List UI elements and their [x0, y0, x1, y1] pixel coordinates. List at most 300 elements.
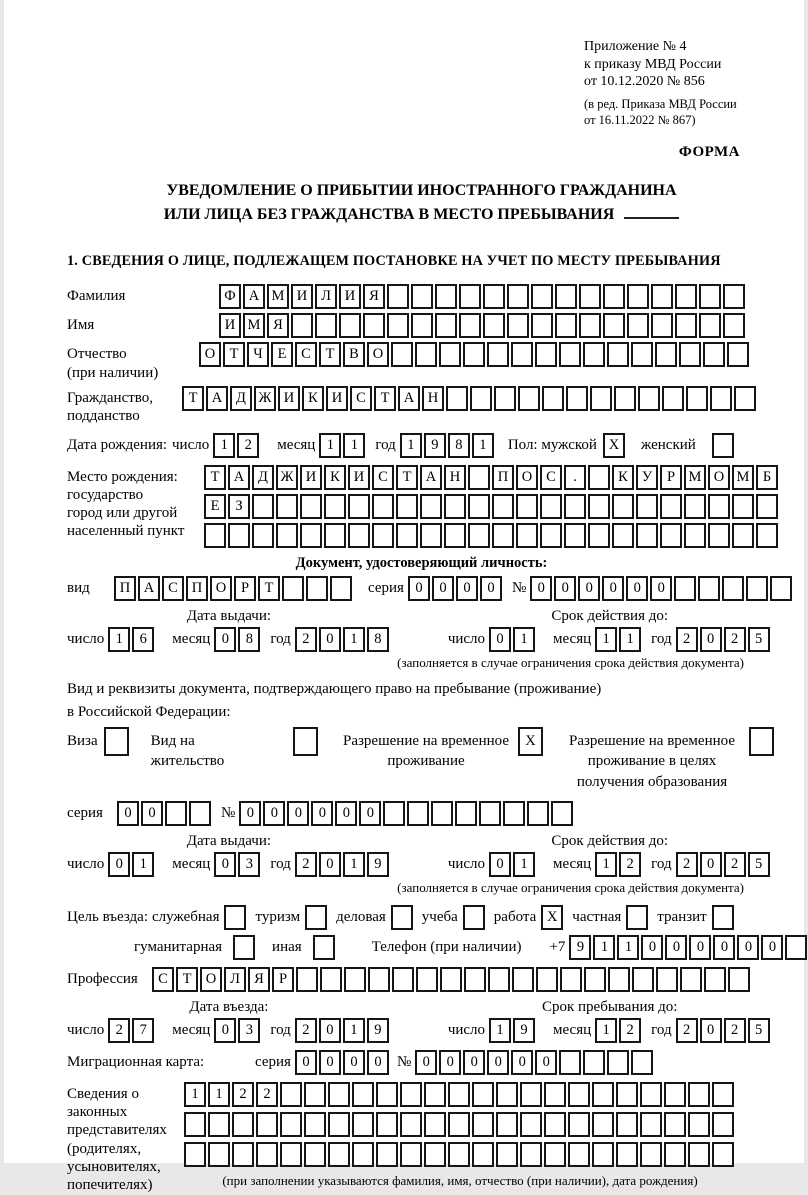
char-cell: [496, 1112, 518, 1137]
char-cell: А: [206, 386, 228, 411]
char-cell: [496, 1082, 518, 1107]
char-cell: 0: [319, 627, 341, 652]
purpose-option-tourism: туризм: [255, 905, 329, 930]
char-cell: 1: [617, 935, 639, 960]
char-cell: 1: [108, 627, 130, 652]
char-cell: 2: [108, 1018, 130, 1043]
char-cell: 3: [238, 1018, 260, 1043]
char-cell: [459, 313, 481, 338]
char-cell: [551, 801, 573, 826]
char-cell: [675, 284, 697, 309]
char-cell: 0: [141, 801, 163, 826]
char-cell: Ч: [247, 342, 269, 367]
char-cell: 1: [513, 852, 535, 877]
char-cell: Д: [230, 386, 252, 411]
char-cell: [339, 313, 361, 338]
char-cell: [306, 576, 328, 601]
char-cell: [376, 1142, 398, 1167]
char-cell: [448, 1142, 470, 1167]
birth-date-month-label: месяц: [277, 436, 316, 453]
appendix-line: от 10.12.2020 № 856: [584, 74, 705, 90]
char-cell: [400, 1082, 422, 1107]
sex-male-checkbox: [603, 433, 627, 458]
entry-month-cells: [214, 1018, 262, 1043]
char-cell: 2: [295, 627, 317, 652]
residence-number-label: №: [221, 804, 236, 821]
char-cell: 0: [761, 935, 783, 960]
char-cell: А: [398, 386, 420, 411]
char-cell: [603, 284, 625, 309]
doc-expiry-month-cells: [595, 627, 643, 652]
residence-expiry-note: (заполняется в случае ограничения срока действия документа): [397, 879, 744, 895]
char-cell: 0: [641, 935, 663, 960]
char-cell: [651, 284, 673, 309]
char-cell: [448, 1112, 470, 1137]
char-cell: [511, 342, 533, 367]
migration-card-label: Миграционная карта:: [67, 1053, 205, 1070]
char-cell: [494, 386, 516, 411]
patronymic-label: Отчество (при наличии): [67, 346, 159, 381]
char-cell: [276, 523, 298, 548]
char-cell: А: [138, 576, 160, 601]
residence-option-temporary-permit: Разрешение на временное проживание X: [340, 727, 545, 772]
char-cell: К: [302, 386, 324, 411]
char-cell: П: [114, 576, 136, 601]
char-cell: [376, 1112, 398, 1137]
forma-label: ФОРМА: [678, 144, 740, 161]
purpose-option-transit: транзит: [657, 905, 735, 930]
char-cell: 0: [432, 576, 454, 601]
char-cell: [632, 967, 654, 992]
char-cell: 1: [595, 1018, 617, 1043]
purpose-option-business: служебная: [152, 905, 249, 930]
char-cell: [535, 342, 557, 367]
purpose-option-work: работа X: [494, 905, 566, 930]
char-cell: [512, 967, 534, 992]
stay-until-header: Срок пребывания до:: [541, 998, 678, 1015]
purpose-option-humanitarian: гуманитарная: [134, 935, 257, 960]
education-permit-checkbox: [749, 727, 776, 756]
char-cell: 0: [295, 1050, 317, 1075]
char-cell: [293, 727, 318, 756]
char-cell: 0: [108, 852, 130, 877]
stay-month-cells: [595, 1018, 643, 1043]
doc-issue-day-cells: [108, 627, 156, 652]
entry-day-cells: [108, 1018, 156, 1043]
char-cell: [579, 284, 601, 309]
doc-number-cells: [530, 576, 794, 601]
char-cell: Д: [252, 465, 274, 490]
char-cell: [728, 967, 750, 992]
char-cell: [165, 801, 187, 826]
char-cell: 0: [487, 1050, 509, 1075]
sex-female-checkbox: [712, 433, 736, 458]
char-cell: [330, 576, 352, 601]
section1-heading: 1. СВЕДЕНИЯ О ЛИЦЕ, ПОДЛЕЖАЩЕМ ПОСТАНОВКЕ НА УЧЕТ ПО МЕСТУ ПРЕБЫВАНИЯ: [67, 253, 721, 270]
char-cell: [472, 1112, 494, 1137]
char-cell: 1: [208, 1082, 230, 1107]
char-cell: [699, 284, 721, 309]
char-cell: [627, 313, 649, 338]
char-cell: [372, 523, 394, 548]
char-cell: [455, 801, 477, 826]
char-cell: 1: [132, 852, 154, 877]
char-cell: [544, 1082, 566, 1107]
char-cell: [400, 1112, 422, 1137]
char-cell: [352, 1112, 374, 1137]
char-cell: [463, 905, 485, 930]
surname-cells: [219, 284, 747, 309]
doc-series-cells: [408, 576, 504, 601]
char-cell: 9: [367, 1018, 389, 1043]
char-cell: [256, 1142, 278, 1167]
title-blank-underline: [624, 204, 679, 219]
char-cell: [710, 386, 732, 411]
char-cell: 0: [602, 576, 624, 601]
char-cell: 0: [578, 576, 600, 601]
char-cell: [540, 523, 562, 548]
char-cell: Т: [319, 342, 341, 367]
form-title-line2: ИЛИ ЛИЦА БЕЗ ГРАЖДАНСТВА В МЕСТО ПРЕБЫВАНИЯ: [67, 203, 776, 227]
char-cell: С: [295, 342, 317, 367]
char-cell: [699, 313, 721, 338]
char-cell: [256, 1112, 278, 1137]
char-cell: 5: [748, 627, 770, 652]
char-cell: [424, 1112, 446, 1137]
char-cell: 0: [359, 801, 381, 826]
char-cell: [607, 342, 629, 367]
char-cell: [559, 342, 581, 367]
char-cell: [444, 523, 466, 548]
char-cell: [492, 494, 514, 519]
char-cell: [411, 313, 433, 338]
char-cell: 0: [665, 935, 687, 960]
char-cell: [640, 1112, 662, 1137]
char-cell: 8: [367, 627, 389, 652]
char-cell: [531, 313, 553, 338]
char-cell: [328, 1112, 350, 1137]
char-cell: [280, 1082, 302, 1107]
char-cell: [698, 576, 720, 601]
char-cell: 0: [117, 801, 139, 826]
char-cell: [727, 342, 749, 367]
char-cell: [387, 284, 409, 309]
char-cell: 1: [489, 1018, 511, 1043]
char-cell: [228, 523, 250, 548]
char-cell: [304, 1112, 326, 1137]
char-cell: [104, 727, 129, 756]
char-cell: 7: [132, 1018, 154, 1043]
char-cell: [304, 1142, 326, 1167]
char-cell: [496, 1142, 518, 1167]
char-cell: [224, 905, 246, 930]
legal-reps-label: Сведения о законных представителях (родителях, усыновителях, попечителях): [67, 1085, 167, 1194]
char-cell: [516, 494, 538, 519]
char-cell: [313, 935, 335, 960]
char-cell: 1: [343, 1018, 365, 1043]
char-cell: С: [350, 386, 372, 411]
char-cell: К: [324, 465, 346, 490]
char-cell: [770, 576, 792, 601]
sex-female-label: женский: [640, 436, 696, 453]
residence-series-cells: [117, 801, 213, 826]
char-cell: [328, 1142, 350, 1167]
char-cell: [664, 1082, 686, 1107]
char-cell: [276, 494, 298, 519]
char-cell: 6: [132, 627, 154, 652]
char-cell: П: [186, 576, 208, 601]
char-cell: [564, 523, 586, 548]
char-cell: 2: [724, 852, 746, 877]
char-cell: [616, 1082, 638, 1107]
char-cell: 0: [489, 627, 511, 652]
char-cell: [315, 313, 337, 338]
char-cell: С: [152, 967, 174, 992]
char-cell: [252, 523, 274, 548]
char-cell: Р: [234, 576, 256, 601]
char-cell: [420, 494, 442, 519]
residence-option-visa: Виза: [67, 727, 131, 756]
char-cell: [324, 523, 346, 548]
char-cell: [712, 905, 734, 930]
birth-date-year-label: год: [375, 436, 396, 453]
residence-issue-header: Дата выдачи:: [186, 832, 272, 849]
char-cell: [320, 967, 342, 992]
residence-issue-month-cells: [214, 852, 262, 877]
purpose-option-private: частная: [572, 905, 650, 930]
char-cell: [439, 342, 461, 367]
char-cell: 0: [456, 576, 478, 601]
char-cell: [588, 465, 610, 490]
doc-issue-year-cells: [295, 627, 391, 652]
char-cell: Р: [660, 465, 682, 490]
birth-place-cells-row2: [204, 494, 780, 519]
char-cell: О: [708, 465, 730, 490]
char-cell: И: [278, 386, 300, 411]
char-cell: 1: [184, 1082, 206, 1107]
char-cell: [407, 801, 429, 826]
char-cell: [208, 1142, 230, 1167]
char-cell: И: [326, 386, 348, 411]
char-cell: 2: [256, 1082, 278, 1107]
char-cell: [612, 523, 634, 548]
char-cell: [651, 313, 673, 338]
char-cell: [536, 967, 558, 992]
char-cell: [712, 1142, 734, 1167]
char-cell: [391, 342, 413, 367]
char-cell: X: [603, 433, 625, 458]
char-cell: [424, 1082, 446, 1107]
residence-expiry-day-cells: [489, 852, 537, 877]
char-cell: Е: [271, 342, 293, 367]
char-cell: [684, 523, 706, 548]
doc-expiry-day-cells: [489, 627, 537, 652]
char-cell: 0: [214, 852, 236, 877]
char-cell: [468, 523, 490, 548]
char-cell: 0: [214, 627, 236, 652]
char-cell: [368, 967, 390, 992]
char-cell: [640, 1142, 662, 1167]
phone-prefix: +7: [549, 938, 566, 955]
char-cell: Т: [176, 967, 198, 992]
char-cell: [559, 1050, 581, 1075]
char-cell: [383, 801, 405, 826]
char-cell: 0: [689, 935, 711, 960]
migration-number-label: №: [396, 1053, 412, 1070]
char-cell: [304, 1082, 326, 1107]
char-cell: 0: [463, 1050, 485, 1075]
char-cell: И: [339, 284, 361, 309]
char-cell: 0: [737, 935, 759, 960]
char-cell: [756, 523, 778, 548]
patronymic-cells: [199, 342, 751, 367]
doc-issue-header: Дата выдачи:: [186, 607, 272, 624]
char-cell: 0: [700, 627, 722, 652]
stay-year-cells: [676, 1018, 772, 1043]
char-cell: С: [540, 465, 562, 490]
char-cell: X: [518, 727, 543, 756]
residence-doc-intro: Вид и реквизиты документа, подтверждающего право на пребывание (проживание) в Российской Федерации:: [67, 680, 602, 720]
char-cell: [712, 1112, 734, 1137]
char-cell: [679, 342, 701, 367]
char-cell: З: [228, 494, 250, 519]
char-cell: [560, 967, 582, 992]
char-cell: 0: [554, 576, 576, 601]
char-cell: [184, 1112, 206, 1137]
char-cell: Т: [258, 576, 280, 601]
residence-issue-year-cells: [295, 852, 391, 877]
char-cell: [232, 1112, 254, 1137]
stay-day-cells: [489, 1018, 537, 1043]
char-cell: 0: [489, 852, 511, 877]
doc-series-label: серия: [368, 579, 404, 596]
char-cell: [712, 433, 734, 458]
char-cell: 2: [232, 1082, 254, 1107]
char-cell: [300, 494, 322, 519]
char-cell: О: [199, 342, 221, 367]
char-cell: К: [612, 465, 634, 490]
sex-male-label: Пол: мужской: [507, 436, 597, 453]
char-cell: 0: [263, 801, 285, 826]
char-cell: [387, 313, 409, 338]
char-cell: Л: [224, 967, 246, 992]
char-cell: [411, 284, 433, 309]
char-cell: О: [210, 576, 232, 601]
char-cell: 0: [367, 1050, 389, 1075]
char-cell: [566, 386, 588, 411]
char-cell: И: [300, 465, 322, 490]
doc-type-cells: [114, 576, 354, 601]
char-cell: В: [343, 342, 365, 367]
purpose-option-study: учеба: [422, 905, 487, 930]
char-cell: У: [636, 465, 658, 490]
doc-number-label: №: [511, 579, 527, 596]
migration-series-label: серия: [255, 1053, 291, 1070]
arrival-notification-form-page: Приложение № 4 к приказу МВД России от 10.12.2020 № 856 (в ред. Приказа МВД России от 16.11.2022 № 867) ФОРМА УВЕДОМЛЕНИЕ О ПРИБЫТИИ ИНОСТРАННОГО ГРАЖДАНИНА ИЛИ ЛИЦА БЕЗ ГРАЖДАНСТВА В МЕСТО ПРЕБЫВАНИЯ 1. СВЕДЕНИЯ О ЛИЦЕ, ПОДЛЕЖАЩЕМ ПОСТАНОВКЕ НА УЧЕТ ПО МЕСТУ ПРЕБЫВАНИЯ Фамилия Ф А М И Л И Я Имя И М Я Отчество (при наличии) О Т Ч Е С Т В О Гражданство, подданство Т А Д Ж И К И С Т А Н Дата рождения: число 1 2 месяц 1 1 год 1 9 8 1 Пол: мужской X женский Место рождения: государство город или другой населенный пункт Т А Д Ж И К И С Т А Н П О С . К У Р М О М Б Е З Документ, удостоверяющий личность: вид П А С П О Р Т серия 0 0 0 0 № 0 0 0 0 0 0 Дата выдачи: число 1 6 месяц 0 8 год 2 0 1 8 Срок действия до: число 0 1 месяц 1 1 год 2 0 2 5 (заполняется в случае ограничения срока действия документа) Вид и реквизиты документа, подтверждающего право на пребывание (проживание) в Российской Федерации: Виза Вид на жительство Разрешение на временное проживание X Разрешение на временное проживание в целях получения образования серия 0 0 № 0 0 0 0 0 0 Дата выдачи: число 0 1 месяц 0 3 год 2 0 1 9 Срок действия до: число 0 1 месяц 1 2 год 2 0 2 5 (заполняется в случае ограничения срока действия документа) Цель въезда: служебная туризм деловая учеба работа X частная транзит гуманитарная иная Телефон (при наличии) +7 9 1 1 0 0 0 0 0 0 Профессия С Т О Л Я Р Дата въезда: число 2 7 месяц 0 3 год 2 0 1 9 Срок пребывания до: число 1 9 месяц 1 2 год 2 0 2 5 Миграционная карта: серия 0 0 0 0 № 0 0 0 0 0 0 Сведения о законных представителях (родителях, усыновителях, попечителях) 1 1 2 2 (при заполнении указываются фамилия, имя, отчество (при наличии), дата рождения): [4, 0, 804, 1163]
char-cell: 8: [448, 433, 470, 458]
char-cell: [584, 967, 606, 992]
birth-place-cells-row3: [204, 523, 780, 548]
char-cell: [344, 967, 366, 992]
legal-reps-cells-row1: [184, 1082, 736, 1107]
char-cell: 1: [513, 627, 535, 652]
residence-expiry-header: Срок действия до:: [551, 832, 669, 849]
char-cell: [479, 801, 501, 826]
char-cell: 1: [400, 433, 422, 458]
char-cell: [631, 342, 653, 367]
doc-expiry-header: Срок действия до:: [551, 607, 669, 624]
char-cell: [204, 523, 226, 548]
birth-date-day-label: число: [172, 436, 210, 453]
char-cell: [527, 801, 549, 826]
visa-checkbox: [104, 727, 131, 756]
char-cell: 1: [343, 433, 365, 458]
char-cell: Н: [444, 465, 466, 490]
char-cell: [468, 465, 490, 490]
char-cell: 0: [319, 1018, 341, 1043]
char-cell: 1: [343, 852, 365, 877]
char-cell: 1: [213, 433, 235, 458]
char-cell: [400, 1142, 422, 1167]
char-cell: [684, 494, 706, 519]
char-cell: [468, 494, 490, 519]
char-cell: 0: [480, 576, 502, 601]
char-cell: [372, 494, 394, 519]
char-cell: 1: [593, 935, 615, 960]
char-cell: 0: [319, 852, 341, 877]
char-cell: [280, 1112, 302, 1137]
char-cell: Б: [756, 465, 778, 490]
char-cell: [680, 967, 702, 992]
char-cell: [688, 1112, 710, 1137]
char-cell: [746, 576, 768, 601]
residence-series-label: серия: [67, 804, 103, 821]
char-cell: Т: [204, 465, 226, 490]
char-cell: [590, 386, 612, 411]
char-cell: [483, 313, 505, 338]
char-cell: [464, 967, 486, 992]
char-cell: [189, 801, 211, 826]
char-cell: Я: [363, 284, 385, 309]
char-cell: [463, 342, 485, 367]
char-cell: 2: [676, 1018, 698, 1043]
char-cell: 2: [295, 1018, 317, 1043]
doc-expiry-note: (заполняется в случае ограничения срока действия документа): [397, 654, 744, 670]
legal-reps-note: (при заполнении указываются фамилия, имя, отчество (при наличии), дата рождения): [222, 1172, 698, 1188]
appendix-revision-line: от 16.11.2022 № 867): [584, 113, 696, 128]
char-cell: 2: [724, 1018, 746, 1043]
char-cell: 0: [239, 801, 261, 826]
char-cell: .: [564, 465, 586, 490]
char-cell: 5: [748, 1018, 770, 1043]
char-cell: [734, 386, 756, 411]
char-cell: [564, 494, 586, 519]
char-cell: [732, 494, 754, 519]
char-cell: [520, 1082, 542, 1107]
char-cell: [507, 313, 529, 338]
purpose-option-commercial: деловая: [336, 905, 415, 930]
char-cell: [704, 967, 726, 992]
char-cell: [664, 1112, 686, 1137]
char-cell: [708, 494, 730, 519]
appendix-line: Приложение № 4: [584, 39, 687, 54]
char-cell: 0: [343, 1050, 365, 1075]
char-cell: [520, 1142, 542, 1167]
char-cell: Р: [272, 967, 294, 992]
char-cell: С: [372, 465, 394, 490]
char-cell: П: [492, 465, 514, 490]
char-cell: А: [420, 465, 442, 490]
